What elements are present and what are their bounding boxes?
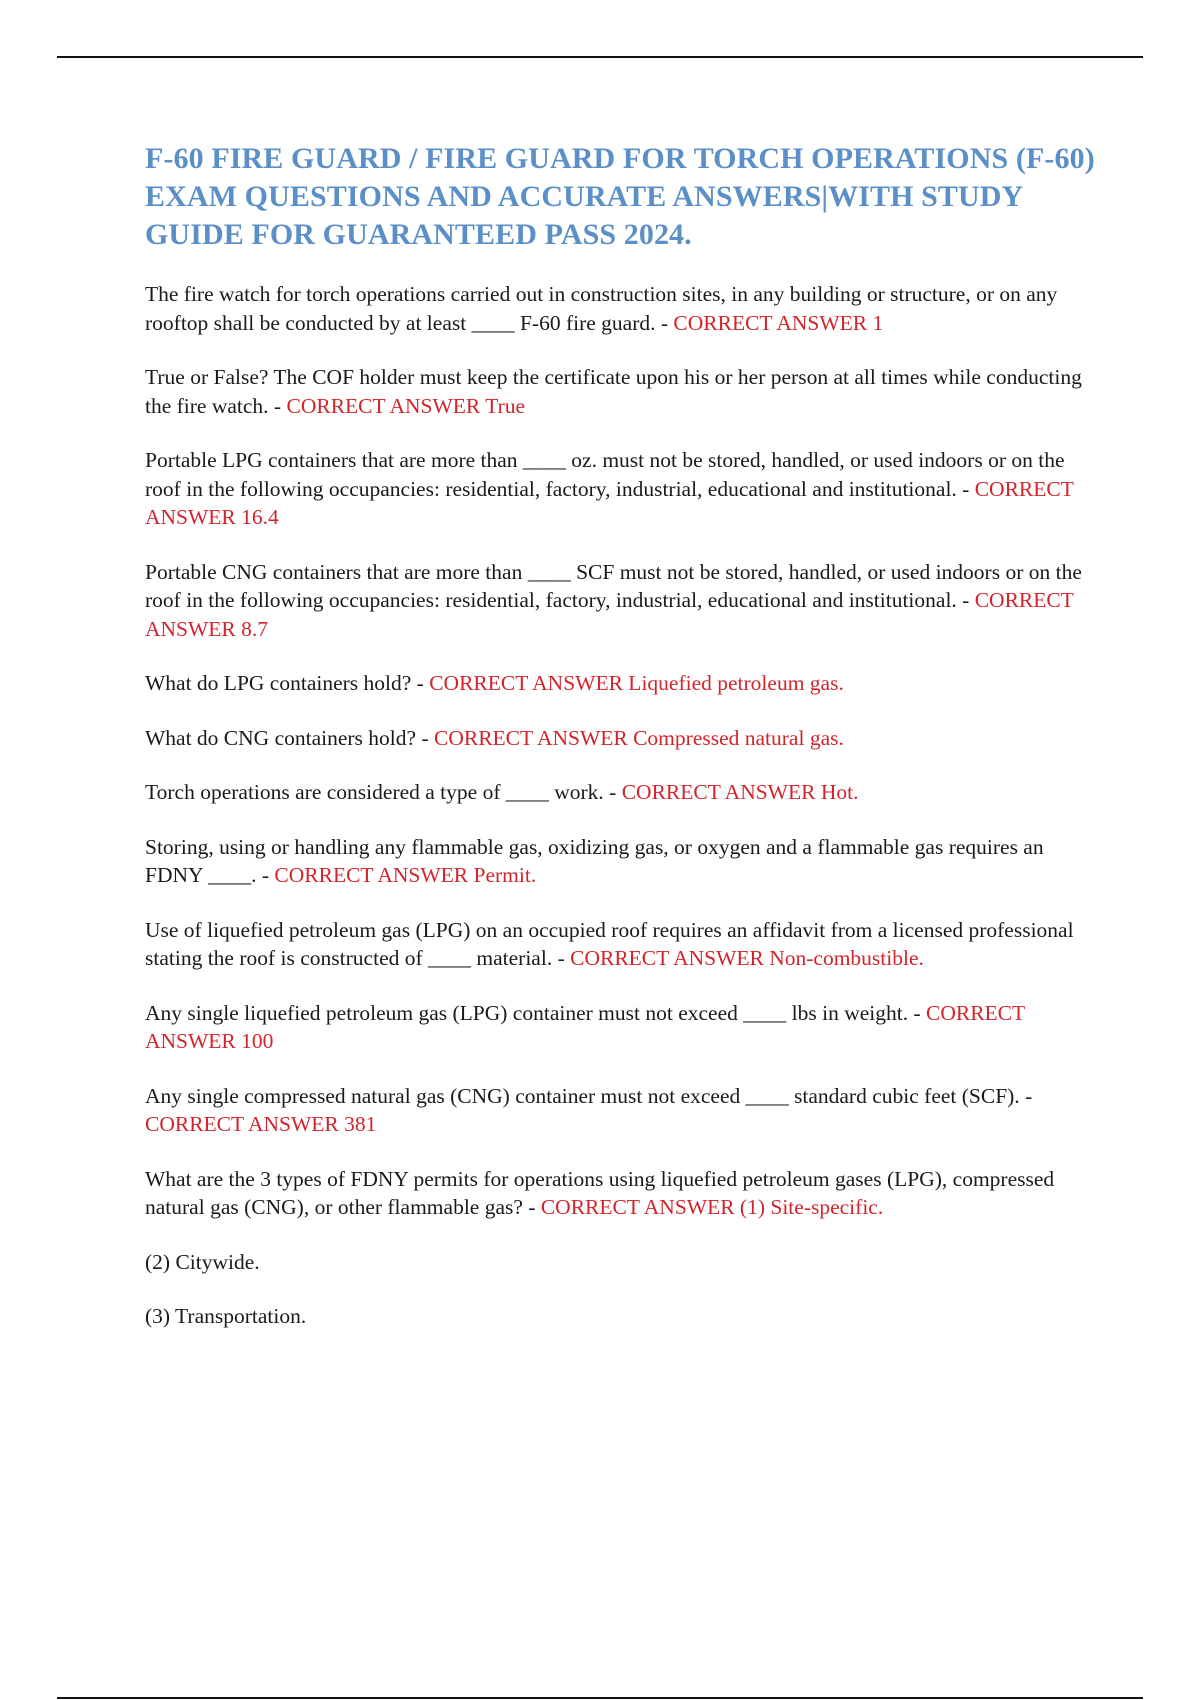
answer-text: CORRECT ANSWER 381 <box>145 1112 377 1136</box>
question-text: What do CNG containers hold? - <box>145 725 434 750</box>
question-text: What do LPG containers hold? - <box>145 671 430 695</box>
question-text: Storing, using or handling any flammable gas, oxidizing gas, or oxygen and a flammable gas requires an FDNY ____. - <box>145 834 1044 887</box>
answer-text: CORRECT ANSWER Non-combustible. <box>570 946 924 970</box>
answer-continuation: (3) Transportation. <box>145 1304 307 1328</box>
footer-rule <box>57 1697 1143 1699</box>
answer-text: CORRECT ANSWER Compressed natural gas. <box>433 725 844 750</box>
answer-text: CORRECT ANSWER 1 <box>673 310 884 335</box>
qa-item <box>145 669 1095 698</box>
answer-text: CORRECT ANSWER True <box>286 393 526 418</box>
qa-item <box>145 833 1095 890</box>
question-text: What are the 3 types of FDNY permits for operations using liquefied petroleum gases (LPG), compressed natural gas (CNG), or other flammable gas? - <box>145 1166 1055 1219</box>
question-text: Portable CNG containers that are more than ____ SCF must not be stored, handled, or used indoors or on the roof in the following occupancies: residential, factory, industrial, educational and institutional. - <box>145 559 1082 612</box>
question-text: True or False? The COF holder must keep the certificate upon his or her person at all times while conducting the fire watch. - <box>145 365 1082 418</box>
question-text: Any single compressed natural gas (CNG) container must not exceed ____ standard cubic feet (SCF). - <box>145 1083 1033 1108</box>
answer-text: CORRECT ANSWER Permit. <box>274 863 537 887</box>
qa-item <box>145 558 1095 644</box>
answer-continuation: (2) Citywide. <box>145 1249 260 1274</box>
question-text: The fire watch for torch operations carried out in construction sites, in any building or structure, or on any rooftop shall be conducted by at least ____ F-60 fire guard. - <box>145 282 1058 335</box>
question-text: Use of liquefied petroleum gas (LPG) on an occupied roof requires an affidavit from a licensed professional stating the roof is constructed of ____ material. - <box>145 917 1074 970</box>
qa-item <box>145 999 1095 1056</box>
answer-text: CORRECT ANSWER 8.7 <box>145 588 1074 641</box>
qa-item <box>145 280 1095 337</box>
qa-item <box>145 446 1095 532</box>
qa-item <box>145 778 1095 807</box>
qa-item <box>145 724 1095 753</box>
answer-text: CORRECT ANSWER Liquefied petroleum gas. <box>429 671 844 695</box>
qa-item <box>145 363 1095 420</box>
qa-item <box>145 1165 1095 1222</box>
answer-text: CORRECT ANSWER Hot. <box>621 780 859 804</box>
document-page <box>145 140 1095 1357</box>
qa-item <box>145 1082 1095 1139</box>
qa-item <box>145 916 1095 973</box>
question-text: Torch operations are considered a type of ____ work. - <box>145 780 622 804</box>
question-text: Portable LPG containers that are more than ____ oz. must not be stored, handled, or used indoors or on the roof in the following occupancies: residential, factory, industrial, educational and institutional. - <box>145 448 1065 501</box>
document-title: F-60 FIRE GUARD / FIRE GUARD FOR TORCH OPERATIONS (F-60) EXAM QUESTIONS AND ACCURATE ANSWERS|WITH STUDY GUIDE FOR GUARANTEED PASS 2024. <box>145 142 1095 251</box>
answer-text: CORRECT ANSWER 16.4 <box>145 476 1074 529</box>
answer-text: CORRECT ANSWER (1) Site-specific. <box>540 1195 884 1219</box>
question-text: Any single liquefied petroleum gas (LPG) container must not exceed ____ lbs in weight. - <box>145 1000 926 1025</box>
header-rule <box>57 56 1143 58</box>
answer-text: CORRECT ANSWER 100 <box>145 1000 1025 1053</box>
